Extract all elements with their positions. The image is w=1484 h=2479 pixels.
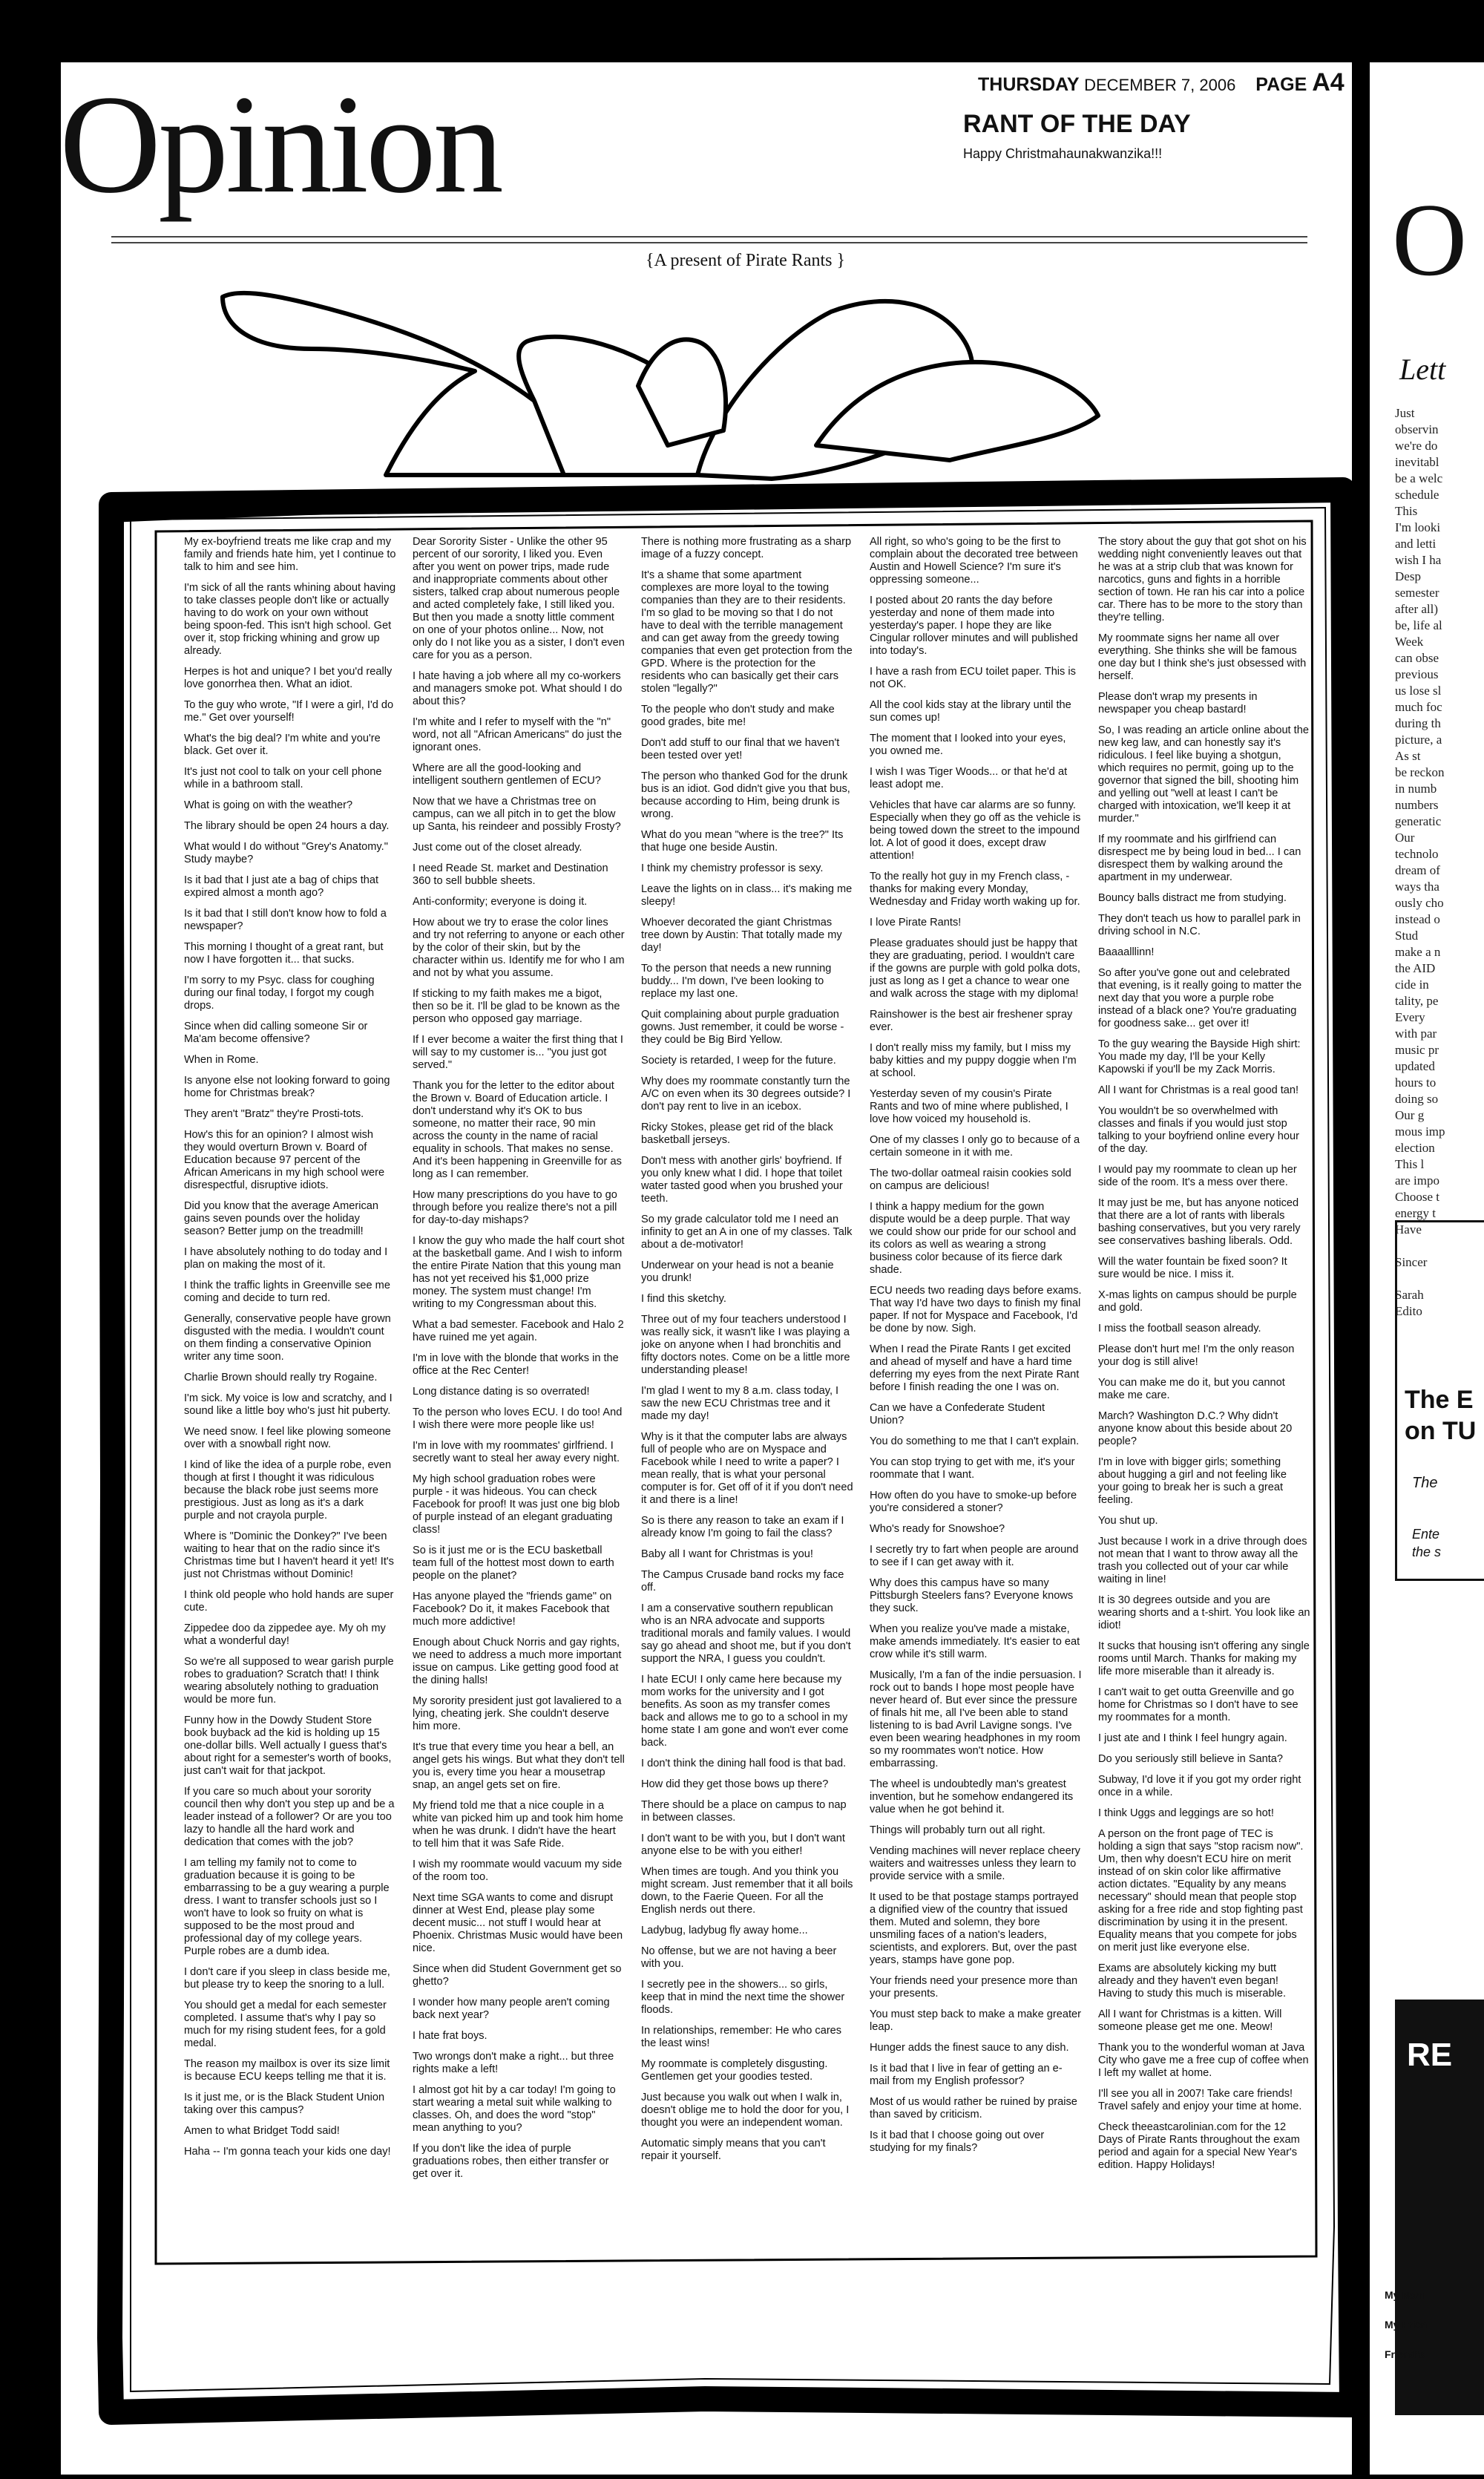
rant-item: Is it bad that I live in fear of getting an e-mail from my English professor? [870, 2063, 1063, 2087]
adjacent-text-line: make a n [1395, 945, 1441, 959]
adjacent-text-line: during th [1395, 716, 1441, 730]
adjacent-text-line: schedule [1395, 488, 1439, 502]
adjacent-text-line: with par [1395, 1026, 1437, 1041]
rant-item: When you realize you've made a mistake, make amends immediately. It's easier to eat crow while it's still warm. [870, 1623, 1080, 1660]
rant-item: We need snow. I feel like plowing someone over with a snowball right now. [184, 1426, 391, 1450]
rant-item: You wouldn't be so overwhelmed with classes and finals if you would just stop talking to your boyfriend online every hour of the day. [1098, 1105, 1299, 1155]
rant-item: Most of us would rather be ruined by praise than saved by criticism. [870, 2096, 1077, 2121]
rant-item: Just come out of the closet already. [413, 842, 582, 854]
rant-item: Haha -- I'm gonna teach your kids one day! [184, 2146, 391, 2158]
rant-item: Ricky Stokes, please get rid of the black basketball jerseys. [641, 1121, 833, 1146]
adjacent-text-line: updated [1395, 1059, 1435, 1073]
rant-item: I need Reade St. market and Destination 360 to sell bubble sheets. [413, 862, 608, 887]
rant-item: I find this sketchy. [641, 1293, 726, 1305]
adjacent-text-line: Our [1395, 831, 1415, 845]
rant-item: My roommate is completely disgusting. Gentlemen get your goodies tested. [641, 2058, 828, 2083]
rant-item: I'm sick of all the rants whining about having to take classes people don't like or actually having to do work on your own without being spoon-fed. This isn't high school. Get over it, stop fricking whining and grow up already. [184, 582, 396, 657]
rant-item: Is it bad that I choose going out over studying for my finals? [870, 2129, 1045, 2154]
rant-item: I'm sick. My voice is low and scratchy, and I sound like a little boy who's just hit puberty. [184, 1392, 393, 1417]
rant-item: A person on the front page of TEC is holding a sign that says "stop racism now". Um, then why doesn't ECU hire on merit instead of on skin color like affirmative action dictates. "Equality by any means necessary" should mean that people stop asking for a free ride and stop fighting past discrimination by using it in the present. Equality means that you compete for jobs on merit just like everyone else. [1098, 1828, 1304, 1954]
rant-item: How often do you have to smoke-up before you're considered a stoner? [870, 1490, 1077, 1514]
rant-item: I think the traffic lights in Greenville see me coming and decide to turn red. [184, 1280, 390, 1304]
adjacent-text-line: and letti [1395, 537, 1437, 551]
adjacent-text-line: Week [1395, 635, 1424, 649]
rant-item: The two-dollar oatmeal raisin cookies sold on campus are delicious! [870, 1168, 1071, 1192]
rant-item: Can we have a Confederate Student Union? [870, 1402, 1045, 1427]
page-label: PAGE [1255, 74, 1307, 95]
rant-item: Bouncy balls distract me from studying. [1098, 892, 1287, 904]
rant-item: Vending machines will never replace cheery waiters and waitresses unless they learn to provide service with a smile. [870, 1845, 1080, 1882]
rant-item: Leave the lights on in class... it's making me sleepy! [641, 883, 853, 908]
rant-item: Who's ready for Snowshoe? [870, 1523, 1005, 1535]
adjacent-ad-dark-text: RE [1407, 2037, 1453, 2073]
rant-item: All I want for Christmas is a kitten. Will someone please get me one. Meow! [1098, 2008, 1282, 2033]
rant-item: I don't think the dining hall food is that bad. [641, 1758, 847, 1769]
rant-item: What a bad semester. Facebook and Halo 2 have ruined me yet again. [413, 1319, 624, 1343]
adjacent-text-line: semester [1395, 586, 1439, 600]
rant-item: They don't teach us how to parallel park in driving school in N.C. [1098, 913, 1301, 937]
rant-item: I think a happy medium for the gown dispute would be a deep purple. That way we could show our pride for our school and its colors as well as wearing a strong business color because of its fierce dark shade. [870, 1201, 1077, 1276]
rants-column-3 [641, 536, 853, 2243]
rant-item: If you don't like the idea of purple graduations robes, then either transfer or get over it. [413, 2143, 609, 2180]
rant-item: X-mas lights on campus should be purple and gold. [1098, 1289, 1297, 1314]
rant-item: How did they get those bows up there? [641, 1778, 829, 1790]
adjacent-text-line: Sincer [1395, 1255, 1428, 1269]
adjacent-ad-headline-1: The E [1405, 1386, 1474, 1414]
rant-item: When in Rome. [184, 1054, 259, 1066]
adjacent-text-line: election [1395, 1141, 1435, 1155]
rant-item: My friend told me that a nice couple in a white van picked him up and took him home when he was drunk. I didn't have the heart to tell him that it was Safe Ride. [413, 1800, 623, 1850]
rants-column-1 [184, 536, 396, 2243]
adjacent-text-line: technolo [1395, 847, 1439, 861]
adjacent-text-line: hours to [1395, 1075, 1437, 1090]
rant-item: You can make me do it, but you cannot make me care. [1098, 1377, 1285, 1401]
rant-item: You shut up. [1098, 1515, 1158, 1527]
rant-item: If you care so much about your sorority council then why don't you step up and be a leader instead of a follower? Or are you too lazy to handle all the hard work and dedication that comes with the job? [184, 1786, 395, 1848]
section-title: Opinion [59, 67, 501, 223]
rant-item: I don't want to be with you, but I don't want anyone else to be with you either! [641, 1833, 845, 1857]
rant-item: I wonder how many people aren't coming back next year? [413, 1997, 610, 2021]
adjacent-text-line: This [1395, 504, 1418, 518]
adjacent-text-line: tality, pe [1395, 994, 1439, 1008]
rant-item: I hate having a job where all my co-workers and managers smoke pot. What should I do about this? [413, 670, 623, 707]
rant-item: The wheel is undoubtedly man's greatest invention, but he somehow endangered its value when he got behind it. [870, 1778, 1074, 1815]
adjacent-text-line: we're do [1395, 439, 1438, 453]
rant-item: All the cool kids stay at the library until the sun comes up! [870, 699, 1071, 724]
rant-item: When times are tough. And you think you might scream. Just remember that it all boils down, to the Faerie Queen. For all the English nerds out there. [641, 1866, 853, 1916]
rant-item: One of my classes I only go to because of a certain someone in it with me. [870, 1134, 1080, 1159]
rant-item: It's true that every time you hear a bell, an angel gets his wings. But what they don't tell you is, every time you hear a mousetrap snap, an angel gets set on fire. [413, 1741, 625, 1791]
rant-item: My ex-boyfriend treats me like crap and my family and friends hate him, yet I continue to talk to him and see him. [184, 536, 396, 573]
adjacent-text-line: can obse [1395, 651, 1439, 665]
rant-item: Automatic simply means that you can't repair it yourself. [641, 2138, 826, 2162]
rant-item: My sorority president just got lavaliered to a lying, cheating jerk. She couldn't deserve him more. [413, 1695, 622, 1732]
rant-item: I'm glad I went to my 8 a.m. class today, I saw the new ECU Christmas tree and it made my day! [641, 1385, 839, 1422]
adjacent-text-line: wish I ha [1395, 553, 1442, 567]
rant-item: I'll see you all in 2007! Take care friends! Travel safely and enjoy your time at home. [1098, 2088, 1302, 2112]
rant-item: In relationships, remember: He who cares the least wins! [641, 2025, 842, 2049]
adjacent-text-line: much foc [1395, 700, 1442, 714]
rant-item: Since when did calling someone Sir or Ma'am become offensive? [184, 1021, 368, 1045]
adjacent-text-line: Desp [1395, 569, 1421, 583]
rant-item: To the guy who wrote, "If I were a girl, I'd do me." Get over yourself! [184, 699, 394, 724]
rant-item: So we're all supposed to wear garish purple robes to graduation? Scratch that! I think wearing absolutely nothing to graduation would be more fun. [184, 1656, 394, 1706]
adjacent-text-line: Choose t [1395, 1190, 1439, 1204]
rant-item: Is it bad that I just ate a bag of chips that expired almost a month ago? [184, 874, 379, 899]
rant-item: How many prescriptions do you have to go through before you realize there's not a pill for day-to-day mishaps? [413, 1189, 617, 1226]
rant-item: To the really hot guy in my French class, - thanks for making every Monday, Wednesday and Friday worth waking up for. [870, 871, 1080, 908]
rant-item: So my grade calculator told me I need an infinity to get an A in one of my classes. Talk about a de-motivator! [641, 1214, 853, 1251]
rant-item: No offense, but we are not having a beer with you. [641, 1945, 837, 1970]
adjacent-text-line: Edito [1395, 1304, 1422, 1318]
adjacent-footer-2: My Frien [1385, 2319, 1428, 2331]
rant-item: Thank you for the letter to the editor about the Brown v. Board of Education article. I don't understand why it's OK to bus someone, no matter their race, 90 min across the county in the name of racial equality in schools. That makes no sense. And it's been happening in Greenville for as long as I can remember. [413, 1080, 622, 1180]
adjacent-text-line: Stud [1395, 929, 1419, 943]
rant-item: Thank you to the wonderful woman at Java City who gave me a free cup of coffee when I left my wallet at home. [1098, 2042, 1309, 2079]
rant-item: I'm in love with my roommates' girlfriend. I secretly want to steal her away every night. [413, 1440, 620, 1464]
adjacent-text-line: Have [1395, 1222, 1422, 1237]
adjacent-text-line: inevitabl [1395, 455, 1439, 469]
rant-item: If sticking to my faith makes me a bigot, then so be it. I'll be glad to be known as the person who opposed gay marriage. [413, 988, 620, 1025]
rant-item: I am telling my family not to come to graduation because it is going to be embarrassing to be a guy wearing a purple dress. I want to transfer schools just so I won't have to look so fruity on what is supposed to be the most proud and professional day of my college years. Purple robes are a dumb idea. [184, 1857, 390, 1957]
rant-of-the-day-text: Happy Christmahaunakwanzika!!! [963, 146, 1163, 161]
rant-item: Funny how in the Dowdy Student Store book buyback ad the kid is holding up 15 one-dollar bills. Well actually I guess that's about right for a semester's worth of books, just can't wait for that jackpot. [184, 1715, 392, 1777]
adjacent-text-line: ways tha [1395, 880, 1439, 894]
rant-item: ECU needs two reading days before exams. That way I'd have two days to finish my final paper. If not for Myspace and Facebook, I'd be done by now. Sigh. [870, 1285, 1082, 1335]
rant-item: What is going on with the weather? [184, 799, 353, 811]
rant-item: Check theeastcarolinian.com for the 12 Days of Pirate Rants throughout the exam period and again for a special New Year's edition. Happy Holidays! [1098, 2121, 1300, 2171]
rant-item: I think Uggs and leggings are so hot! [1098, 1807, 1274, 1819]
rant-item: I wish my roommate would vacuum my side of the room too. [413, 1859, 623, 1883]
rant-item: Please don't hurt me! I'm the only reason your dog is still alive! [1098, 1343, 1295, 1368]
rant-item: I secretly pee in the showers... so girls, keep that in mind the next time the shower floods. [641, 1979, 845, 2016]
rant-item: Baaaalllinn! [1098, 946, 1155, 958]
rant-item: I almost got hit by a car today! I'm going to start wearing a metal suit while walking to classes. Oh, and does the word "stop" mean anything to you? [413, 2084, 616, 2134]
rant-item: I don't really miss my family, but I miss my baby kitties and my puppy doggie when I'm at school. [870, 1042, 1077, 1079]
rant-item: I'm white and I refer to myself with the "n" word, not all "African Americans" do just the ignorant ones. [413, 716, 623, 753]
rant-item: The Campus Crusade band rocks my face off. [641, 1569, 844, 1594]
adjacent-ad-headline-2: on TU [1405, 1417, 1477, 1445]
dateline-date: DECEMBER 7, 2006 [1084, 76, 1236, 94]
rant-item: I'm sorry to my Psyc. class for coughing during our final today, I forgot my cough drops. [184, 975, 375, 1012]
adjacent-text-line: This l [1395, 1157, 1425, 1171]
rant-item: Yesterday seven of my cousin's Pirate Rants and two of mine where published, I love how voiced my household is. [870, 1088, 1068, 1125]
rant-item: You can stop trying to get with me, it's your roommate that I want. [870, 1456, 1075, 1481]
adjacent-text-line: doing so [1395, 1092, 1439, 1106]
adjacent-letter-text [1395, 405, 1481, 1320]
adjacent-text-line: in numb [1395, 782, 1437, 796]
adjacent-footer-3: Friend's [1385, 2348, 1425, 2360]
adjacent-text-line: us lose sl [1395, 684, 1442, 698]
rant-item: Whoever decorated the giant Christmas tree down by Austin: That totally made my day! [641, 917, 842, 954]
adjacent-heading: Lett [1399, 353, 1446, 386]
rant-item: The story about the guy that got shot on his wedding night conveniently leaves out that he was at a strip club that was known for narcotics, guns and fights in a horrible section of town. He ran his car into a police car. There has to be more to the story than they're telling. [1098, 536, 1307, 623]
rants-column-2 [413, 536, 625, 2243]
adjacent-text-line: the AID [1395, 961, 1436, 975]
adjacent-page [1370, 62, 1484, 2475]
rant-item: Musically, I'm a fan of the indie persuasion. I rock out to bands I hope most people have never heard of. But ever since the pressure of finals hit me, all I've been able to stand listening to is bad Avril Lavigne songs. I've even been wearing headphones in my room so my roommates won't notice. How embarrassing. [870, 1669, 1082, 1769]
rant-item: All right, so who's going to be the first to complain about the decorated tree between Austin and Howell Science? I'm sure it's oppressing someone... [870, 536, 1078, 586]
adjacent-text-line: observin [1395, 422, 1439, 436]
rant-item: I secretly try to fart when people are around to see if I can get away with it. [870, 1544, 1079, 1568]
rant-item: Underwear on your head is not a beanie you drunk! [641, 1260, 834, 1284]
rant-item: The moment that I looked into your eyes, you owned me. [870, 733, 1066, 757]
rant-item: Long distance dating is so overrated! [413, 1386, 590, 1398]
rant-item: It's just not cool to talk on your cell phone while in a bathroom stall. [184, 766, 382, 790]
rant-item: Don't add stuff to our final that we haven't been tested over yet! [641, 737, 840, 762]
rant-item: I would pay my roommate to clean up her side of the room. It's a mess over there. [1098, 1164, 1297, 1188]
rant-item: It's a shame that some apartment complexes are more loyal to the towing companies than they are to their residents. I'm so glad to be moving so that I do not have to deal with the terrible management and can get away from the greedy towing companies that even get protection from the GPD. Where is the protection for the residents who can basically get their cars stolen "legally?" [641, 569, 853, 695]
rant-item: Don't mess with another girls' boyfriend. If you only knew what I did. I hope that toilet water tasted good when you brushed your teeth. [641, 1155, 843, 1205]
adjacent-text-line: ously cho [1395, 896, 1444, 910]
rant-item: I kind of like the idea of a purple robe, even though at first I thought it was ridiculous because the black robe just seems more prestigious. Just as long as it's a dark purple and not crayola purple. [184, 1459, 392, 1522]
rant-item: Generally, conservative people have grown disgusted with the media. I wouldn't count on them finding a conservative Opinion writer any time soon. [184, 1313, 391, 1363]
rant-item: It may just be me, but has anyone noticed that there are a lot of rants with liberals bashing conservatives, but you very rarely see conservatives bashing liberals. Odd. [1098, 1197, 1301, 1247]
adjacent-text-line: Every [1395, 1010, 1425, 1024]
rant-item: So is there any reason to take an exam if I already know I'm going to fail the class? [641, 1515, 844, 1539]
rant-item: Your friends need your presence more than your presents. [870, 1975, 1078, 2000]
rant-item: Has anyone played the "friends game" on Facebook? Do it, it makes Facebook that much more addictive! [413, 1591, 612, 1628]
rant-item: To the people who don't study and make good grades, bite me! [641, 704, 835, 728]
rant-item: There should be a place on campus to nap in between classes. [641, 1799, 847, 1824]
rant-item: You must step back to make a make greater leap. [870, 2008, 1081, 2033]
rant-item: Exams are absolutely kicking my butt already and they haven't even began! Having to study this much is miserable. [1098, 1962, 1287, 2000]
adjacent-text-line: mous imp [1395, 1124, 1445, 1139]
rant-item: March? Washington D.C.? Why didn't anyone know about this beside about 20 people? [1098, 1410, 1293, 1447]
adjacent-text-line: As st [1395, 749, 1421, 763]
rant-item: My roommate signs her name all over everything. She thinks she will be famous one day but I think she's just obsessed with herself. [1098, 632, 1307, 682]
rant-item: Why does my roommate constantly turn the A/C on even when its 30 degrees outside? I don't pay rent to live in an icebox. [641, 1075, 851, 1113]
dateline-day: THURSDAY [978, 74, 1080, 95]
rants-column-5 [1098, 536, 1310, 2243]
rant-item: I have absolutely nothing to do today and I plan on making the most of it. [184, 1246, 388, 1271]
rant-item: To the guy wearing the Bayside High shirt: You made my day, I'll be your Kelly Kapowski if you'll be my Zack Morris. [1098, 1038, 1301, 1075]
rant-item: Dear Sorority Sister - Unlike the other 95 percent of our sorority, I liked you. Even after you went on power trips, made rude and inappropriate comments about other sisters, talked crap about numerous people and acted completely fake, I still liked you. But then you made a snotty little comment on one of your photos online... Now, not only do I not like you as a sister, I don't even care for you as a person. [413, 536, 625, 661]
adjacent-ad-italic-3: the s [1412, 1545, 1442, 1559]
rant-item: Please graduates should just be happy that they are graduating, period. I wouldn't care if the gowns are purple with gold polka dots, just as long as I get a chance to wear one and walk across the stage with my diploma! [870, 937, 1080, 1000]
rant-item: The library should be open 24 hours a day. [184, 820, 390, 832]
rant-item: Quit complaining about purple graduation gowns. Just remember, it could be worse - they could be Big Bird Yellow. [641, 1009, 844, 1046]
rant-item: Why is it that the computer labs are always full of people who are on Myspace and Facebook while I need to write a paper? I mean really, that is what your personal computer is for. Get off of it if you don't need it and there is a line! [641, 1431, 853, 1506]
rant-item: I have a rash from ECU toilet paper. This is not OK. [870, 666, 1076, 690]
rant-item: I'm in love with the blonde that works in the office at the Rec Center! [413, 1352, 619, 1377]
rant-item: Since when did Student Government get so ghetto? [413, 1963, 622, 1988]
adjacent-text-line: dream of [1395, 863, 1440, 877]
rant-item: Three out of my four teachers understood I was really sick, it wasn't like I was playing a joke on anyone when I had bronchitis and fifty doctors notes. Come on be a little more understanding please! [641, 1314, 850, 1376]
rant-item: It is 30 degrees outside and you are wearing shorts and a t-shirt. You look like an idiot! [1098, 1594, 1310, 1631]
rant-item: I love Pirate Rants! [870, 917, 962, 929]
rant-item: Charlie Brown should really try Rogaine. [184, 1372, 378, 1383]
adjacent-text-line: after all) [1395, 602, 1439, 616]
rant-item: Anti-conformity; everyone is doing it. [413, 896, 588, 908]
rant-item: Society is retarded, I weep for the future. [641, 1055, 836, 1067]
adjacent-text-line: music pr [1395, 1043, 1439, 1057]
rant-item: I think old people who hold hands are super cute. [184, 1589, 394, 1614]
rant-item: Herpes is hot and unique? I bet you'd really love gonorrhea then. What an idiot. [184, 666, 393, 690]
rant-item: Do you seriously still believe in Santa? [1098, 1753, 1284, 1765]
rant-item: This morning I thought of a great rant, but now I have forgotten it... that sucks. [184, 941, 384, 966]
rant-item: When I read the Pirate Rants I get excited and ahead of myself and have a hard time deferring my eyes from the next Pirate Rant before I finish reading the one I was on. [870, 1343, 1080, 1393]
tagline: {A present of Pirate Rants } [646, 251, 845, 270]
rant-item: Now that we have a Christmas tree on campus, can we all pitch in to get the blow up Santa, his reindeer and possibly Frosty? [413, 796, 621, 833]
rant-item: I am a conservative southern republican who is an NRA advocate and supports traditional morals and family values. I would say go ahead and shoot me, but if you don't support the NRA, I guess you couldn't. [641, 1602, 851, 1665]
rant-item: I think my chemistry professor is sexy. [641, 862, 824, 874]
rant-item: Things will probably turn out all right. [870, 1824, 1045, 1836]
rant-item: What do you mean "where is the tree?" Its that huge one beside Austin. [641, 829, 844, 854]
rant-item: It sucks that housing isn't offering any single rooms until March. Thanks for making my life more miserable than it already is. [1098, 1640, 1310, 1677]
rants-column-4 [870, 536, 1082, 2243]
rant-item: I miss the football season already. [1098, 1323, 1261, 1335]
rant-item: Ladybug, ladybug fly away home... [641, 1925, 808, 1936]
adjacent-footer-1: My Nam [1385, 2289, 1425, 2301]
rants-columns [184, 536, 1312, 2243]
rant-item: Is anyone else not looking forward to going home for Christmas break? [184, 1075, 390, 1099]
adjacent-text-line: cide in [1395, 977, 1429, 992]
rant-item: Hunger adds the finest sauce to any dish. [870, 2042, 1069, 2054]
rant-item: You do something to me that I can't explain. [870, 1435, 1080, 1447]
page-number: A4 [1312, 68, 1345, 96]
rant-item: Is it bad that I still don't know how to fold a newspaper? [184, 908, 387, 932]
rant-item: If my roommate and his girlfriend can disrespect me by being loud in bed... I can disrespect them by walking around the apartment in my underwear. [1098, 834, 1301, 883]
adjacent-ad-box [1395, 1220, 1484, 1581]
rant-item: You should get a medal for each semester completed. I assume that's why I pay so much for my rising student fees, for a gold medal. [184, 2000, 387, 2049]
rant-item: There is nothing more frustrating as a sharp image of a fuzzy concept. [641, 536, 852, 560]
rant-item: Just because you walk out when I walk in, doesn't oblige me to hold the door for you, I thought you were an independent woman. [641, 2092, 850, 2129]
adjacent-text-line: Our g [1395, 1108, 1425, 1122]
rant-item: I hate frat boys. [413, 2030, 487, 2042]
rant-item: I can't wait to get outta Greenville and go home for Christmas so I don't have to see my roommates for a month. [1098, 1686, 1298, 1723]
rant-item: The reason my mailbox is over its size limit is because ECU keeps telling me that it is. [184, 2058, 390, 2083]
rant-item: Zippedee doo da zippedee aye. My oh my what a wonderful day! [184, 1622, 386, 1647]
rant-item: Subway, I'd love it if you got my order right once in a while. [1098, 1774, 1301, 1798]
adjacent-text-line: numbers [1395, 798, 1439, 812]
rant-item: How's this for an opinion? I almost wish they would overturn Brown v. Board of Education because 97 percent of the African Americans in my high school were disrespectful, disruptive idiots. [184, 1129, 385, 1191]
adjacent-text-line: be reckon [1395, 765, 1445, 779]
adjacent-section-letter: O [1392, 183, 1468, 298]
rant-item: My high school graduation robes were purple - it was hideous. You can check Facebook for proof! It was just one big blob of purple instead of an elegant graduating class! [413, 1473, 620, 1536]
rant-item: How about we try to erase the color lines and try not referring to anyone or each other by the color of their skin, but by the character within us. Identify me for who I am and not by what you assume. [413, 917, 625, 979]
adjacent-text-line: picture, a [1395, 733, 1442, 747]
rant-item: Please don't wrap my presents in newspaper you cheap bastard! [1098, 691, 1258, 715]
rant-item: Baby all I want for Christmas is you! [641, 1548, 813, 1560]
adjacent-text-line: energy t [1395, 1206, 1436, 1220]
rant-item: So is it just me or is the ECU basketball team full of the hottest most down to earth people on the planet? [413, 1545, 614, 1582]
adjacent-text-line: are impo [1395, 1173, 1439, 1188]
rant-item: If I ever become a waiter the first thing that I will say to my customer is... "you just got served." [413, 1034, 623, 1071]
rant-item: Enough about Chuck Norris and gay rights, we need to address a much more important issue on campus. Like getting good food at the dining halls! [413, 1637, 622, 1686]
rant-item: Next time SGA wants to come and disrupt dinner at West End, please play some decent music... not stuff I would hear at Phoenix. Christmas Music would have been nice. [413, 1892, 623, 1954]
rant-item: To the person who loves ECU. I do too! And I wish there were more people like us! [413, 1406, 623, 1431]
adjacent-ad-italic-2: Ente [1412, 1527, 1440, 1542]
rant-item: To the person that needs a new running buddy... I'm down, I've been looking to replace my last one. [641, 963, 832, 1000]
rant-item: What's the big deal? I'm white and you're black. Get over it. [184, 733, 381, 757]
rant-of-the-day-title: RANT OF THE DAY [963, 110, 1191, 138]
rant-item: So, I was reading an article online about the new keg law, and can honestly say it's ridiculous. I feel like buying a shotgun, which requires no permit, going up to the governor that signed the bill, shooting him and yelling out "well at least I can't be charged with intoxication, we'll keep it at murder." [1098, 724, 1309, 825]
rant-item: I'm in love with bigger girls; something about hugging a girl and not feeling like your going to break her is such a great feeling. [1098, 1456, 1287, 1506]
adjacent-ad-italic-1: The [1412, 1475, 1438, 1491]
rant-item: I wish I was Tiger Woods... or that he'd at least adopt me. [870, 766, 1068, 790]
rant-item: What would I do without "Grey's Anatomy." Study maybe? [184, 841, 388, 865]
rant-item: Where is "Dominic the Donkey?" I've been waiting to hear that on the radio since it's Christmas time but I haven't heard it yet! It's just not Christmas without Dominic! [184, 1530, 394, 1580]
adjacent-text-line: generatic [1395, 814, 1442, 828]
rant-item: Rainshower is the best air freshener spray ever. [870, 1009, 1073, 1033]
adjacent-text-line: be, life al [1395, 618, 1442, 632]
rant-item: It used to be that postage stamps portrayed a dignified view of the country that issued them. Muted and solemn, they bore unsmiling faces of a nation's leaders, scientists, and explorers. But, over the past years, stamps have gone pop. [870, 1891, 1079, 1966]
rant-item: Vehicles that have car alarms are so funny. Especially when they go off as the vehicle is being towed down the street to the impound lot. A lot of good it does, except draw attention! [870, 799, 1081, 862]
rant-item: I just ate and I think I feel hungry again. [1098, 1732, 1287, 1744]
adjacent-text-line: I'm looki [1395, 520, 1441, 534]
adjacent-text-line: Just [1395, 406, 1415, 420]
rant-item: Just because I work in a drive through does not mean that I want to throw away all the trash you collected out of your car while waiting in line! [1098, 1536, 1307, 1585]
rant-item: Where are all the good-looking and intelligent southern gentlemen of ECU? [413, 762, 601, 787]
rant-item: I know the guy who made the half court shot at the basketball game. And I wish to inform the entire Pirate Nation that this young man has not yet received his $1,000 prize money. The system must change! I'm writing to my Congressman about this. [413, 1235, 625, 1310]
rant-item: Is it just me, or is the Black Student Union taking over this campus? [184, 2092, 385, 2116]
rant-item: They aren't "Bratz" they're Prosti-tots. [184, 1108, 364, 1120]
rant-item: Did you know that the average American gains seven pounds over the holiday season? Better jump on the treadmill! [184, 1200, 379, 1237]
rant-item: Two wrongs don't make a right... but three rights make a left! [413, 2051, 614, 2075]
adjacent-text-line: be a welc [1395, 471, 1443, 485]
rant-item: I hate ECU! I only came here because my mom works for the university and I got benefits. As soon as my transfer comes back and allows me to go to a school in my home state I am gone and won't ever come back. [641, 1674, 849, 1749]
rant-item: Why does this campus have so many Pittsburgh Steelers fans? Everyone knows they suck. [870, 1577, 1074, 1614]
rant-item: Amen to what Bridget Todd said! [184, 2125, 340, 2137]
adjacent-text-line: Sarah [1395, 1288, 1424, 1302]
adjacent-text-line: previous [1395, 667, 1439, 681]
rant-item: I posted about 20 rants the day before yesterday and none of them made into yesterday's paper. I hope they are like Cingular rollover minutes and will published into today's. [870, 595, 1078, 657]
adjacent-text-line: instead o [1395, 912, 1440, 926]
rant-item: Will the water fountain be fixed soon? It sure would be nice. I miss it. [1098, 1256, 1287, 1280]
rant-item: All I want for Christmas is a real good tan! [1098, 1084, 1299, 1096]
rant-item: The person who thanked God for the drunk bus is an idiot. God didn't give you that bus, because according to Him, being drunk is wrong. [641, 770, 850, 820]
rant-item: I don't care if you sleep in class beside me, but please try to keep the snoring to a lull. [184, 1966, 390, 1991]
rant-item: So after you've gone out and celebrated that evening, is it really going to matter the next day that you wore a purple robe instead of a black one? You're graduating for goodness sake... get over it! [1098, 967, 1302, 1029]
